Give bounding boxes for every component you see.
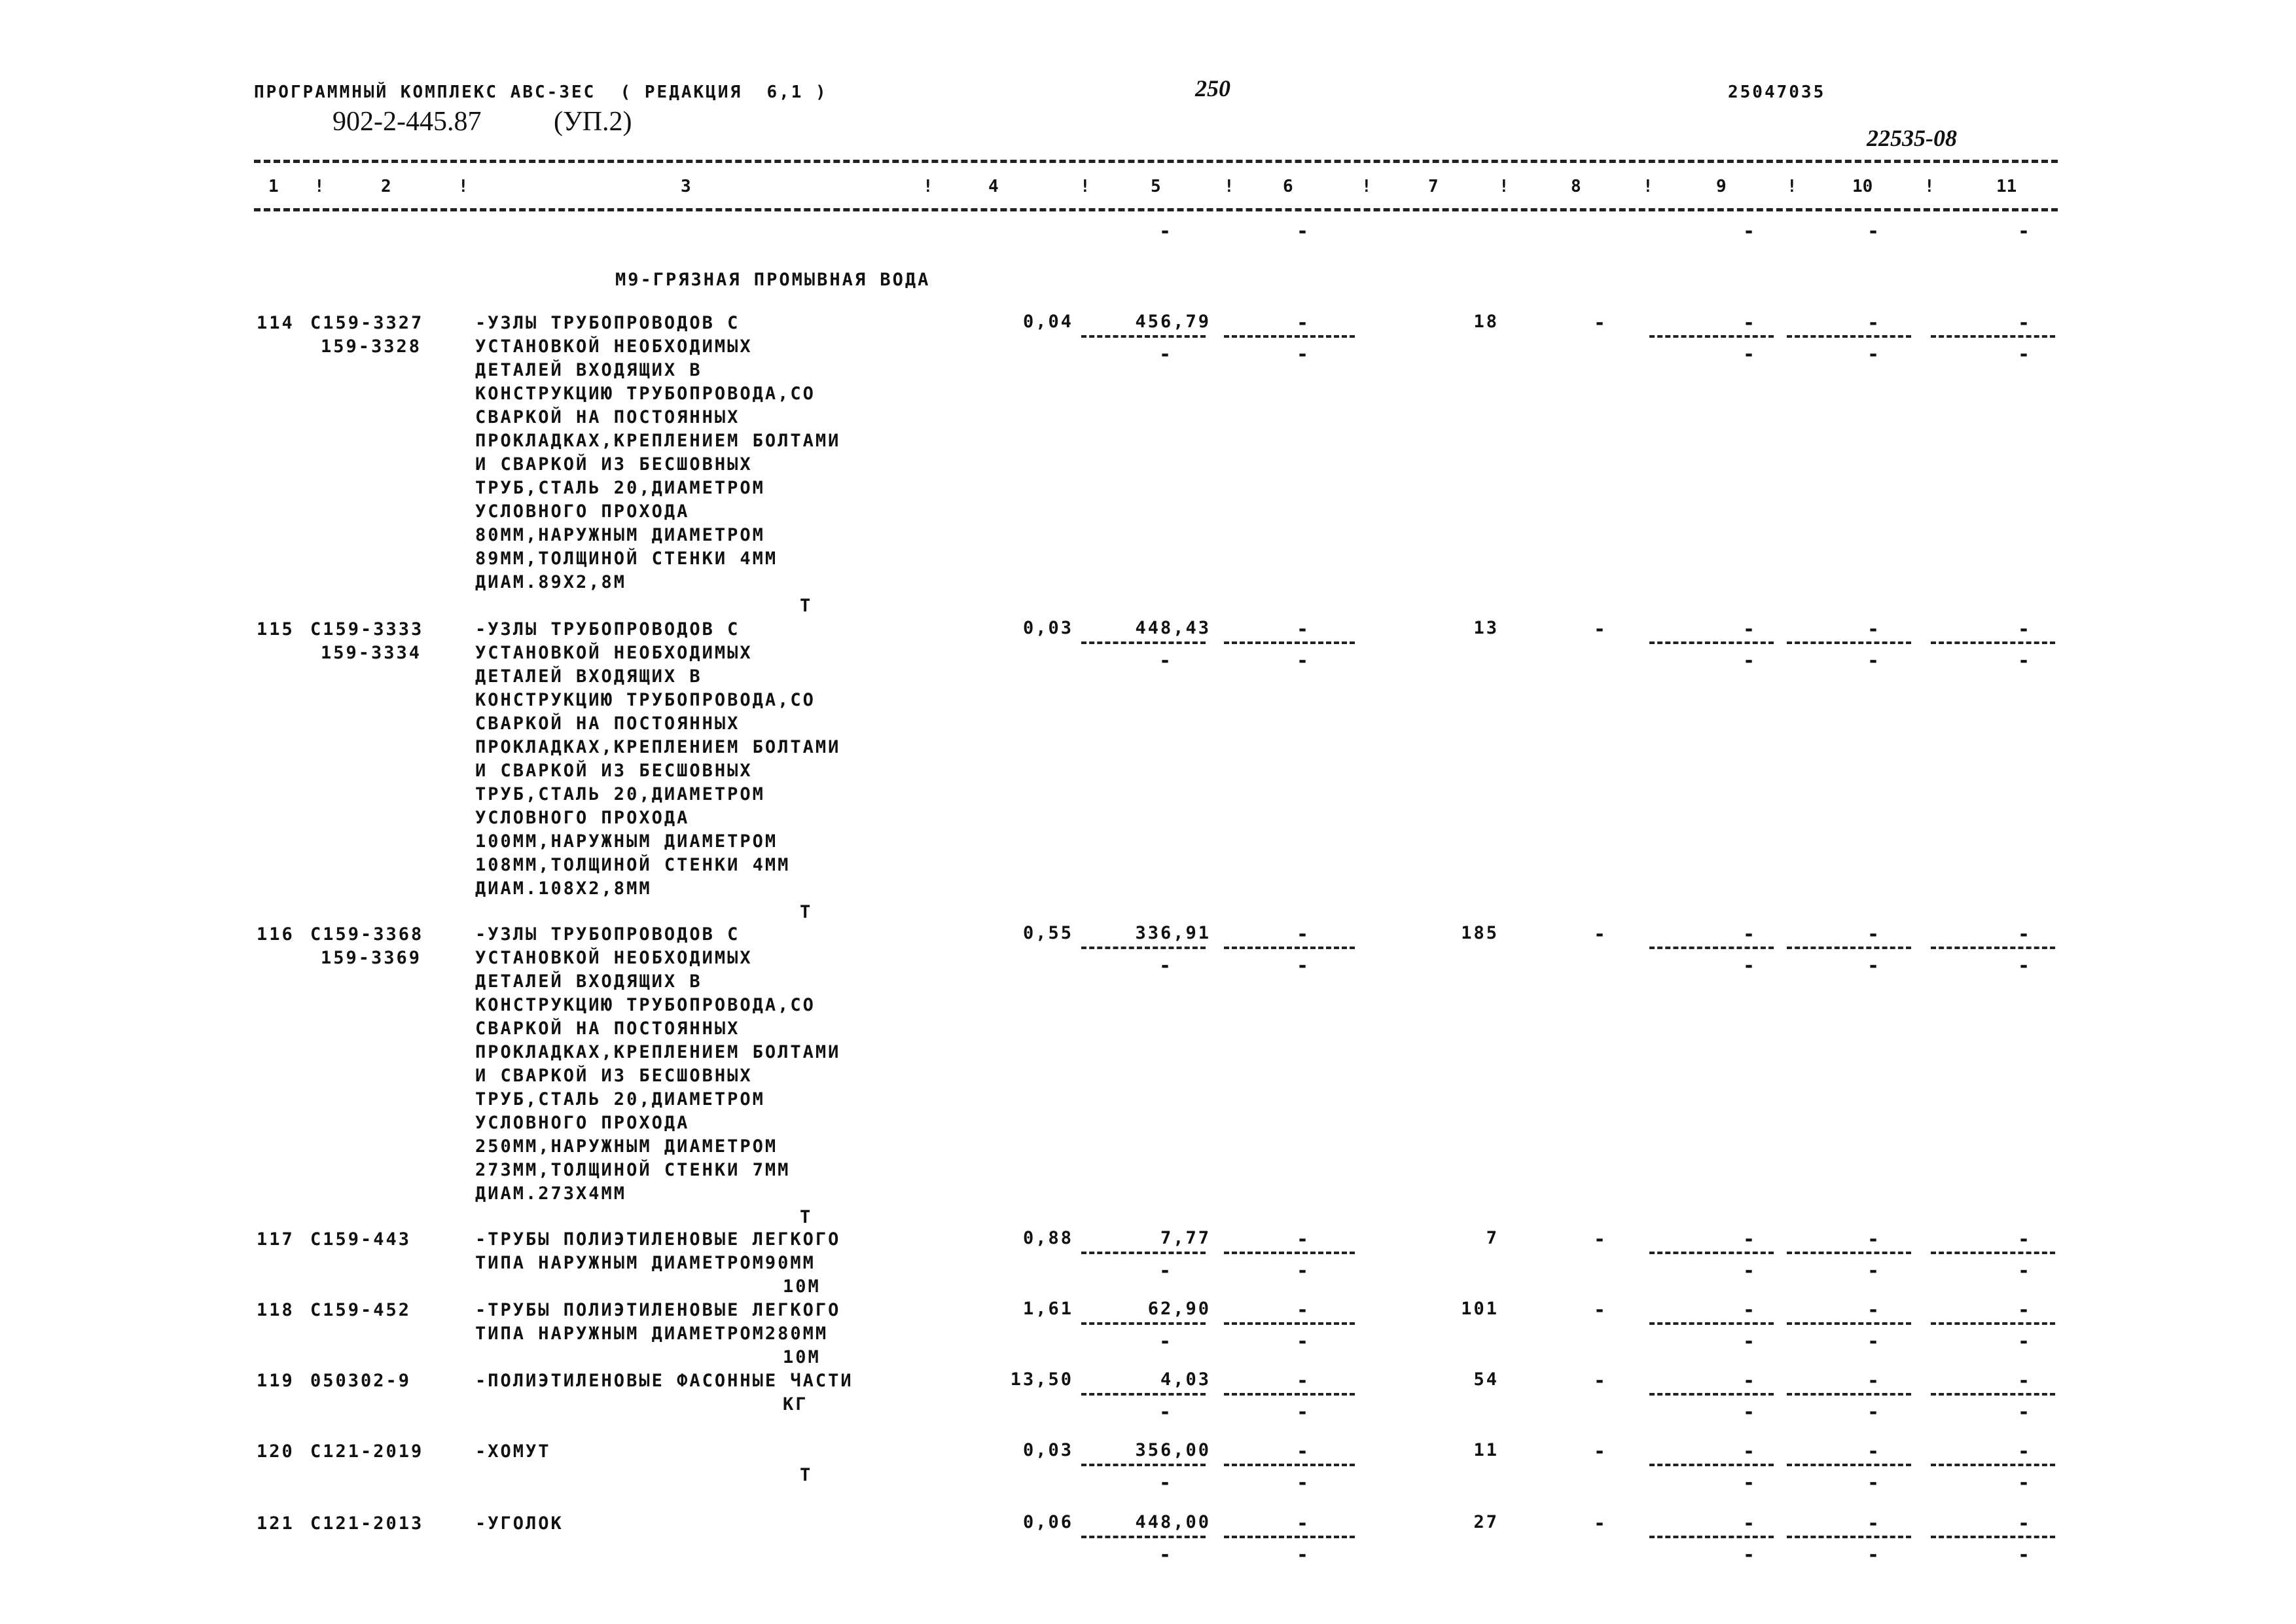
- row-number: 118: [257, 1300, 295, 1320]
- cell-marker: -: [2017, 220, 2030, 243]
- row-code-secondary: 159-3369: [321, 948, 422, 968]
- cell-marker: -: [1742, 954, 1755, 977]
- cell-marker: -: [1867, 1471, 1880, 1494]
- cell-marker: -: [1742, 1228, 1755, 1251]
- row-description: -УГОЛОК: [475, 1513, 564, 1534]
- column-header-rule: [254, 208, 2058, 211]
- cell-divider: [1081, 335, 1206, 338]
- column-number: 6: [1283, 177, 1293, 196]
- cell-marker: -: [1593, 312, 1606, 334]
- cell-divider: [1649, 1252, 1774, 1254]
- cell-marker: -: [1296, 220, 1309, 243]
- cell-divider: [1224, 1536, 1355, 1538]
- cell-marker: -: [1158, 220, 1172, 243]
- cell-divider: [1931, 1464, 2055, 1466]
- row-quantity: 0,03: [1022, 1440, 1073, 1460]
- cell-divider: [1081, 641, 1206, 644]
- cell-marker: -: [1742, 1369, 1755, 1392]
- column-number: 10: [1852, 177, 1873, 196]
- row-description: -ПОЛИЭТИЛЕНОВЫЕ ФАСОННЫЕ ЧАСТИ: [475, 1371, 853, 1391]
- row-total: 54: [1473, 1369, 1499, 1390]
- cell-divider: [1931, 1536, 2055, 1538]
- cell-marker: -: [1296, 1543, 1309, 1566]
- column-number: 4: [988, 177, 999, 196]
- top-rule: [254, 160, 2058, 163]
- cell-divider: [1081, 1393, 1206, 1396]
- cell-marker: -: [1158, 1330, 1172, 1353]
- cell-divider: [1787, 947, 1911, 949]
- cell-marker: -: [2017, 1228, 2030, 1251]
- cell-marker: -: [1593, 1369, 1606, 1392]
- cell-divider: [1224, 641, 1355, 644]
- cell-marker: -: [1867, 923, 1880, 946]
- row-code: С121-2013: [310, 1513, 424, 1534]
- column-number: 8: [1571, 177, 1581, 196]
- cell-divider: [1649, 1464, 1774, 1466]
- row-price: 448,00: [1135, 1512, 1211, 1532]
- cell-marker: -: [2017, 923, 2030, 946]
- cell-divider: [1224, 1464, 1355, 1466]
- row-description: -УЗЛЫ ТРУБОПРОВОДОВ С УСТАНОВКОЙ НЕОБХОДИМЫХ ДЕТАЛЕЙ ВХОДЯЩИХ В КОНСТРУКЦИЮ ТРУБОПРОВОДА,СО СВАРКОЙ НА ПОСТОЯННЫХ ПРОКЛАДКАХ,КРЕПЛЕНИЕМ БОЛТАМИ И СВАРКОЙ ИЗ БЕСШОВНЫХ ТРУБ,СТАЛЬ 20,ДИАМЕТРОМ УСЛОВНОГО ПРОХОДА 80ММ,НАРУЖНЫМ ДИАМЕТРОМ 89ММ,ТОЛЩИНОЙ СТЕНКИ 4ММ ДИАМ.89Х2,8М: [475, 313, 841, 592]
- cell-marker: -: [2017, 649, 2030, 672]
- cell-marker: -: [1296, 923, 1309, 946]
- cell-divider: [1081, 1536, 1206, 1538]
- row-code: С159-3333: [310, 619, 424, 640]
- cell-divider: [1081, 1252, 1206, 1254]
- row-quantity: 0,04: [1022, 312, 1073, 332]
- cell-marker: -: [1742, 343, 1755, 366]
- cell-marker: -: [1158, 1471, 1172, 1494]
- cell-marker: -: [1158, 1259, 1172, 1282]
- cell-divider: [1081, 1322, 1206, 1325]
- cell-marker: -: [2017, 954, 2030, 977]
- cell-marker: -: [1158, 954, 1172, 977]
- row-total: 185: [1461, 923, 1499, 943]
- cell-marker: -: [1867, 954, 1880, 977]
- cell-divider: [1931, 641, 2055, 644]
- column-number: 2: [381, 177, 391, 196]
- cell-marker: -: [1867, 1543, 1880, 1566]
- row-price: 336,91: [1135, 923, 1211, 943]
- column-number: 1: [268, 177, 279, 196]
- column-number: 9: [1716, 177, 1727, 196]
- cell-marker: -: [2017, 343, 2030, 366]
- row-code: С159-3368: [310, 924, 424, 945]
- row-number: 119: [257, 1371, 295, 1391]
- row-price: 62,90: [1147, 1299, 1211, 1319]
- cell-divider: [1931, 1322, 2055, 1325]
- cell-marker: -: [1742, 1330, 1755, 1353]
- cell-marker: -: [1593, 1299, 1606, 1322]
- cell-marker: -: [1593, 923, 1606, 946]
- row-unit: Т: [800, 1465, 813, 1485]
- row-code-secondary: 159-3334: [321, 643, 422, 663]
- cell-divider: [1787, 1322, 1911, 1325]
- cell-marker: -: [1296, 343, 1309, 366]
- row-quantity: 0,03: [1022, 618, 1073, 638]
- row-quantity: 0,55: [1022, 923, 1073, 943]
- cell-divider: [1224, 1322, 1355, 1325]
- row-description: -УЗЛЫ ТРУБОПРОВОДОВ С УСТАНОВКОЙ НЕОБХОДИМЫХ ДЕТАЛЕЙ ВХОДЯЩИХ В КОНСТРУКЦИЮ ТРУБОПРОВОДА,СО СВАРКОЙ НА ПОСТОЯННЫХ ПРОКЛАДКАХ,КРЕПЛЕНИЕМ БОЛТАМИ И СВАРКОЙ ИЗ БЕСШОВНЫХ ТРУБ,СТАЛЬ 20,ДИАМЕТРОМ УСЛОВНОГО ПРОХОДА 100ММ,НАРУЖНЫМ ДИАМЕТРОМ 108ММ,ТОЛЩИНОЙ СТЕНКИ 4ММ ДИАМ.108Х2,8ММ: [475, 619, 841, 899]
- column-number: 3: [681, 177, 691, 196]
- cell-marker: -: [1742, 1401, 1755, 1424]
- cell-marker: -: [1296, 1299, 1309, 1322]
- column-separator: !: [1499, 177, 1509, 196]
- cell-marker: -: [1296, 312, 1309, 334]
- cell-marker: -: [1742, 312, 1755, 334]
- cell-marker: -: [1867, 312, 1880, 334]
- cell-marker: -: [2017, 1299, 2030, 1322]
- cell-divider: [1931, 335, 2055, 338]
- cell-divider: [1931, 1393, 2055, 1396]
- column-number: 7: [1428, 177, 1439, 196]
- cell-marker: -: [1296, 1401, 1309, 1424]
- row-total: 18: [1473, 312, 1499, 332]
- cell-divider: [1224, 1252, 1355, 1254]
- row-quantity: 0,88: [1022, 1228, 1073, 1248]
- row-unit: 10М: [783, 1347, 821, 1367]
- column-separator: !: [1080, 177, 1090, 196]
- cell-marker: -: [1593, 618, 1606, 641]
- stamp-number: 22535-08: [1867, 125, 1957, 151]
- page-number: 250: [1195, 75, 1230, 101]
- row-price: 456,79: [1135, 312, 1211, 332]
- cell-marker: -: [2017, 1401, 2030, 1424]
- cell-divider: [1787, 335, 1911, 338]
- cell-marker: -: [1158, 649, 1172, 672]
- column-separator: !: [1787, 177, 1797, 196]
- row-total: 101: [1461, 1299, 1499, 1319]
- cell-marker: -: [2017, 1512, 2030, 1535]
- row-code-secondary: 159-3328: [321, 336, 422, 357]
- cell-divider: [1787, 641, 1911, 644]
- cell-marker: -: [1158, 1401, 1172, 1424]
- row-number: 115: [257, 619, 295, 640]
- row-quantity: 13,50: [1010, 1369, 1073, 1390]
- row-number: 121: [257, 1513, 295, 1534]
- volume-label: (УП.2): [554, 107, 632, 137]
- row-number: 114: [257, 313, 295, 333]
- cell-marker: -: [2017, 1330, 2030, 1353]
- cell-marker: -: [1742, 923, 1755, 946]
- row-unit: Т: [800, 1207, 813, 1227]
- cell-marker: -: [1742, 618, 1755, 641]
- cell-marker: -: [1296, 954, 1309, 977]
- row-description: -ТРУБЫ ПОЛИЭТИЛЕНОВЫЕ ЛЕГКОГО ТИПА НАРУЖНЫМ ДИАМЕТРОМ90ММ: [475, 1229, 841, 1273]
- cell-divider: [1649, 1536, 1774, 1538]
- cell-marker: -: [2017, 618, 2030, 641]
- row-quantity: 1,61: [1022, 1299, 1073, 1319]
- cell-marker: -: [1593, 1512, 1606, 1535]
- cell-marker: -: [2017, 1369, 2030, 1392]
- row-code: 050302-9: [310, 1371, 412, 1391]
- row-price: 4,03: [1160, 1369, 1211, 1390]
- column-number: 11: [1996, 177, 2017, 196]
- cell-marker: -: [1296, 1259, 1309, 1282]
- row-unit: КГ: [783, 1394, 808, 1415]
- cell-marker: -: [1867, 1228, 1880, 1251]
- cell-marker: -: [1296, 1330, 1309, 1353]
- cell-marker: -: [2017, 1259, 2030, 1282]
- row-unit: Т: [800, 596, 813, 616]
- row-total: 27: [1473, 1512, 1499, 1532]
- cell-marker: -: [1867, 1369, 1880, 1392]
- column-separator: !: [1361, 177, 1372, 196]
- cell-divider: [1081, 947, 1206, 949]
- row-number: 117: [257, 1229, 295, 1250]
- cell-marker: -: [1867, 649, 1880, 672]
- cell-marker: -: [1296, 1440, 1309, 1463]
- cell-marker: -: [2017, 312, 2030, 334]
- cell-marker: -: [1867, 343, 1880, 366]
- cell-marker: -: [2017, 1440, 2030, 1463]
- cell-marker: -: [1593, 1440, 1606, 1463]
- cell-marker: -: [1742, 1471, 1755, 1494]
- cell-marker: -: [1742, 1299, 1755, 1322]
- cell-divider: [1931, 1252, 2055, 1254]
- row-price: 356,00: [1135, 1440, 1211, 1460]
- row-number: 116: [257, 924, 295, 945]
- row-description: -ТРУБЫ ПОЛИЭТИЛЕНОВЫЕ ЛЕГКОГО ТИПА НАРУЖНЫМ ДИАМЕТРОМ280ММ: [475, 1300, 841, 1344]
- cell-marker: -: [2017, 1471, 2030, 1494]
- cell-divider: [1081, 1464, 1206, 1466]
- column-separator: !: [923, 177, 933, 196]
- cell-marker: -: [1296, 649, 1309, 672]
- cell-marker: -: [1296, 1369, 1309, 1392]
- cell-marker: -: [1742, 1512, 1755, 1535]
- cell-marker: -: [1867, 618, 1880, 641]
- row-price: 7,77: [1160, 1228, 1211, 1248]
- program-header: ПРОГРАММНЫЙ КОМПЛЕКС АВС-ЗЕС ( РЕДАКЦИЯ 6,1 ): [254, 82, 828, 102]
- document-code: 25047035: [1728, 82, 1826, 102]
- row-unit: 10М: [783, 1276, 821, 1297]
- cell-marker: -: [1742, 1259, 1755, 1282]
- cell-divider: [1224, 1393, 1355, 1396]
- column-separator: !: [1224, 177, 1234, 196]
- cell-marker: -: [1867, 1401, 1880, 1424]
- cell-marker: -: [1158, 343, 1172, 366]
- cell-marker: -: [1867, 1299, 1880, 1322]
- row-description: -ХОМУТ: [475, 1441, 551, 1462]
- cell-marker: -: [1867, 1259, 1880, 1282]
- cell-marker: -: [1867, 1330, 1880, 1353]
- cell-divider: [1787, 1252, 1911, 1254]
- cell-divider: [1931, 947, 2055, 949]
- cell-marker: -: [1867, 220, 1880, 243]
- row-total: 11: [1473, 1440, 1499, 1460]
- cell-divider: [1649, 947, 1774, 949]
- cell-divider: [1224, 947, 1355, 949]
- cell-marker: -: [1296, 618, 1309, 641]
- row-description: -УЗЛЫ ТРУБОПРОВОДОВ С УСТАНОВКОЙ НЕОБХОДИМЫХ ДЕТАЛЕЙ ВХОДЯЩИХ В КОНСТРУКЦИЮ ТРУБОПРОВОДА,СО СВАРКОЙ НА ПОСТОЯННЫХ ПРОКЛАДКАХ,КРЕПЛЕНИЕМ БОЛТАМИ И СВАРКОЙ ИЗ БЕСШОВНЫХ ТРУБ,СТАЛЬ 20,ДИАМЕТРОМ УСЛОВНОГО ПРОХОДА 250ММ,НАРУЖНЫМ ДИАМЕТРОМ 273ММ,ТОЛЩИНОЙ СТЕНКИ 7ММ ДИАМ.273Х4ММ: [475, 924, 841, 1204]
- row-code: С121-2019: [310, 1441, 424, 1462]
- column-separator: !: [1924, 177, 1935, 196]
- cell-marker: -: [1742, 1440, 1755, 1463]
- section-title: М9-ГРЯЗНАЯ ПРОМЫВНАЯ ВОДА: [615, 270, 931, 290]
- cell-marker: -: [2017, 1543, 2030, 1566]
- cell-divider: [1649, 1393, 1774, 1396]
- row-unit: Т: [800, 902, 813, 922]
- column-separator: !: [314, 177, 325, 196]
- cell-divider: [1787, 1393, 1911, 1396]
- cell-marker: -: [1158, 1543, 1172, 1566]
- row-code: С159-3327: [310, 313, 424, 333]
- cell-marker: -: [1742, 220, 1755, 243]
- cell-divider: [1649, 335, 1774, 338]
- project-number: 902-2-445.87: [332, 107, 482, 137]
- row-code: С159-452: [310, 1300, 412, 1320]
- row-total: 7: [1486, 1228, 1499, 1248]
- cell-marker: -: [1593, 1228, 1606, 1251]
- cell-marker: -: [1867, 1512, 1880, 1535]
- row-total: 13: [1473, 618, 1499, 638]
- cell-marker: -: [1296, 1228, 1309, 1251]
- row-quantity: 0,06: [1022, 1512, 1073, 1532]
- cell-marker: -: [1296, 1471, 1309, 1494]
- cell-divider: [1224, 335, 1355, 338]
- column-separator: !: [1643, 177, 1653, 196]
- column-number: 5: [1151, 177, 1161, 196]
- row-price: 448,43: [1135, 618, 1211, 638]
- cell-marker: -: [1296, 1512, 1309, 1535]
- cell-marker: -: [1742, 649, 1755, 672]
- cell-divider: [1649, 641, 1774, 644]
- cell-divider: [1649, 1322, 1774, 1325]
- row-number: 120: [257, 1441, 295, 1462]
- cell-marker: -: [1742, 1543, 1755, 1566]
- cell-divider: [1787, 1464, 1911, 1466]
- cell-divider: [1787, 1536, 1911, 1538]
- cell-marker: -: [1867, 1440, 1880, 1463]
- row-code: С159-443: [310, 1229, 412, 1250]
- column-separator: !: [458, 177, 469, 196]
